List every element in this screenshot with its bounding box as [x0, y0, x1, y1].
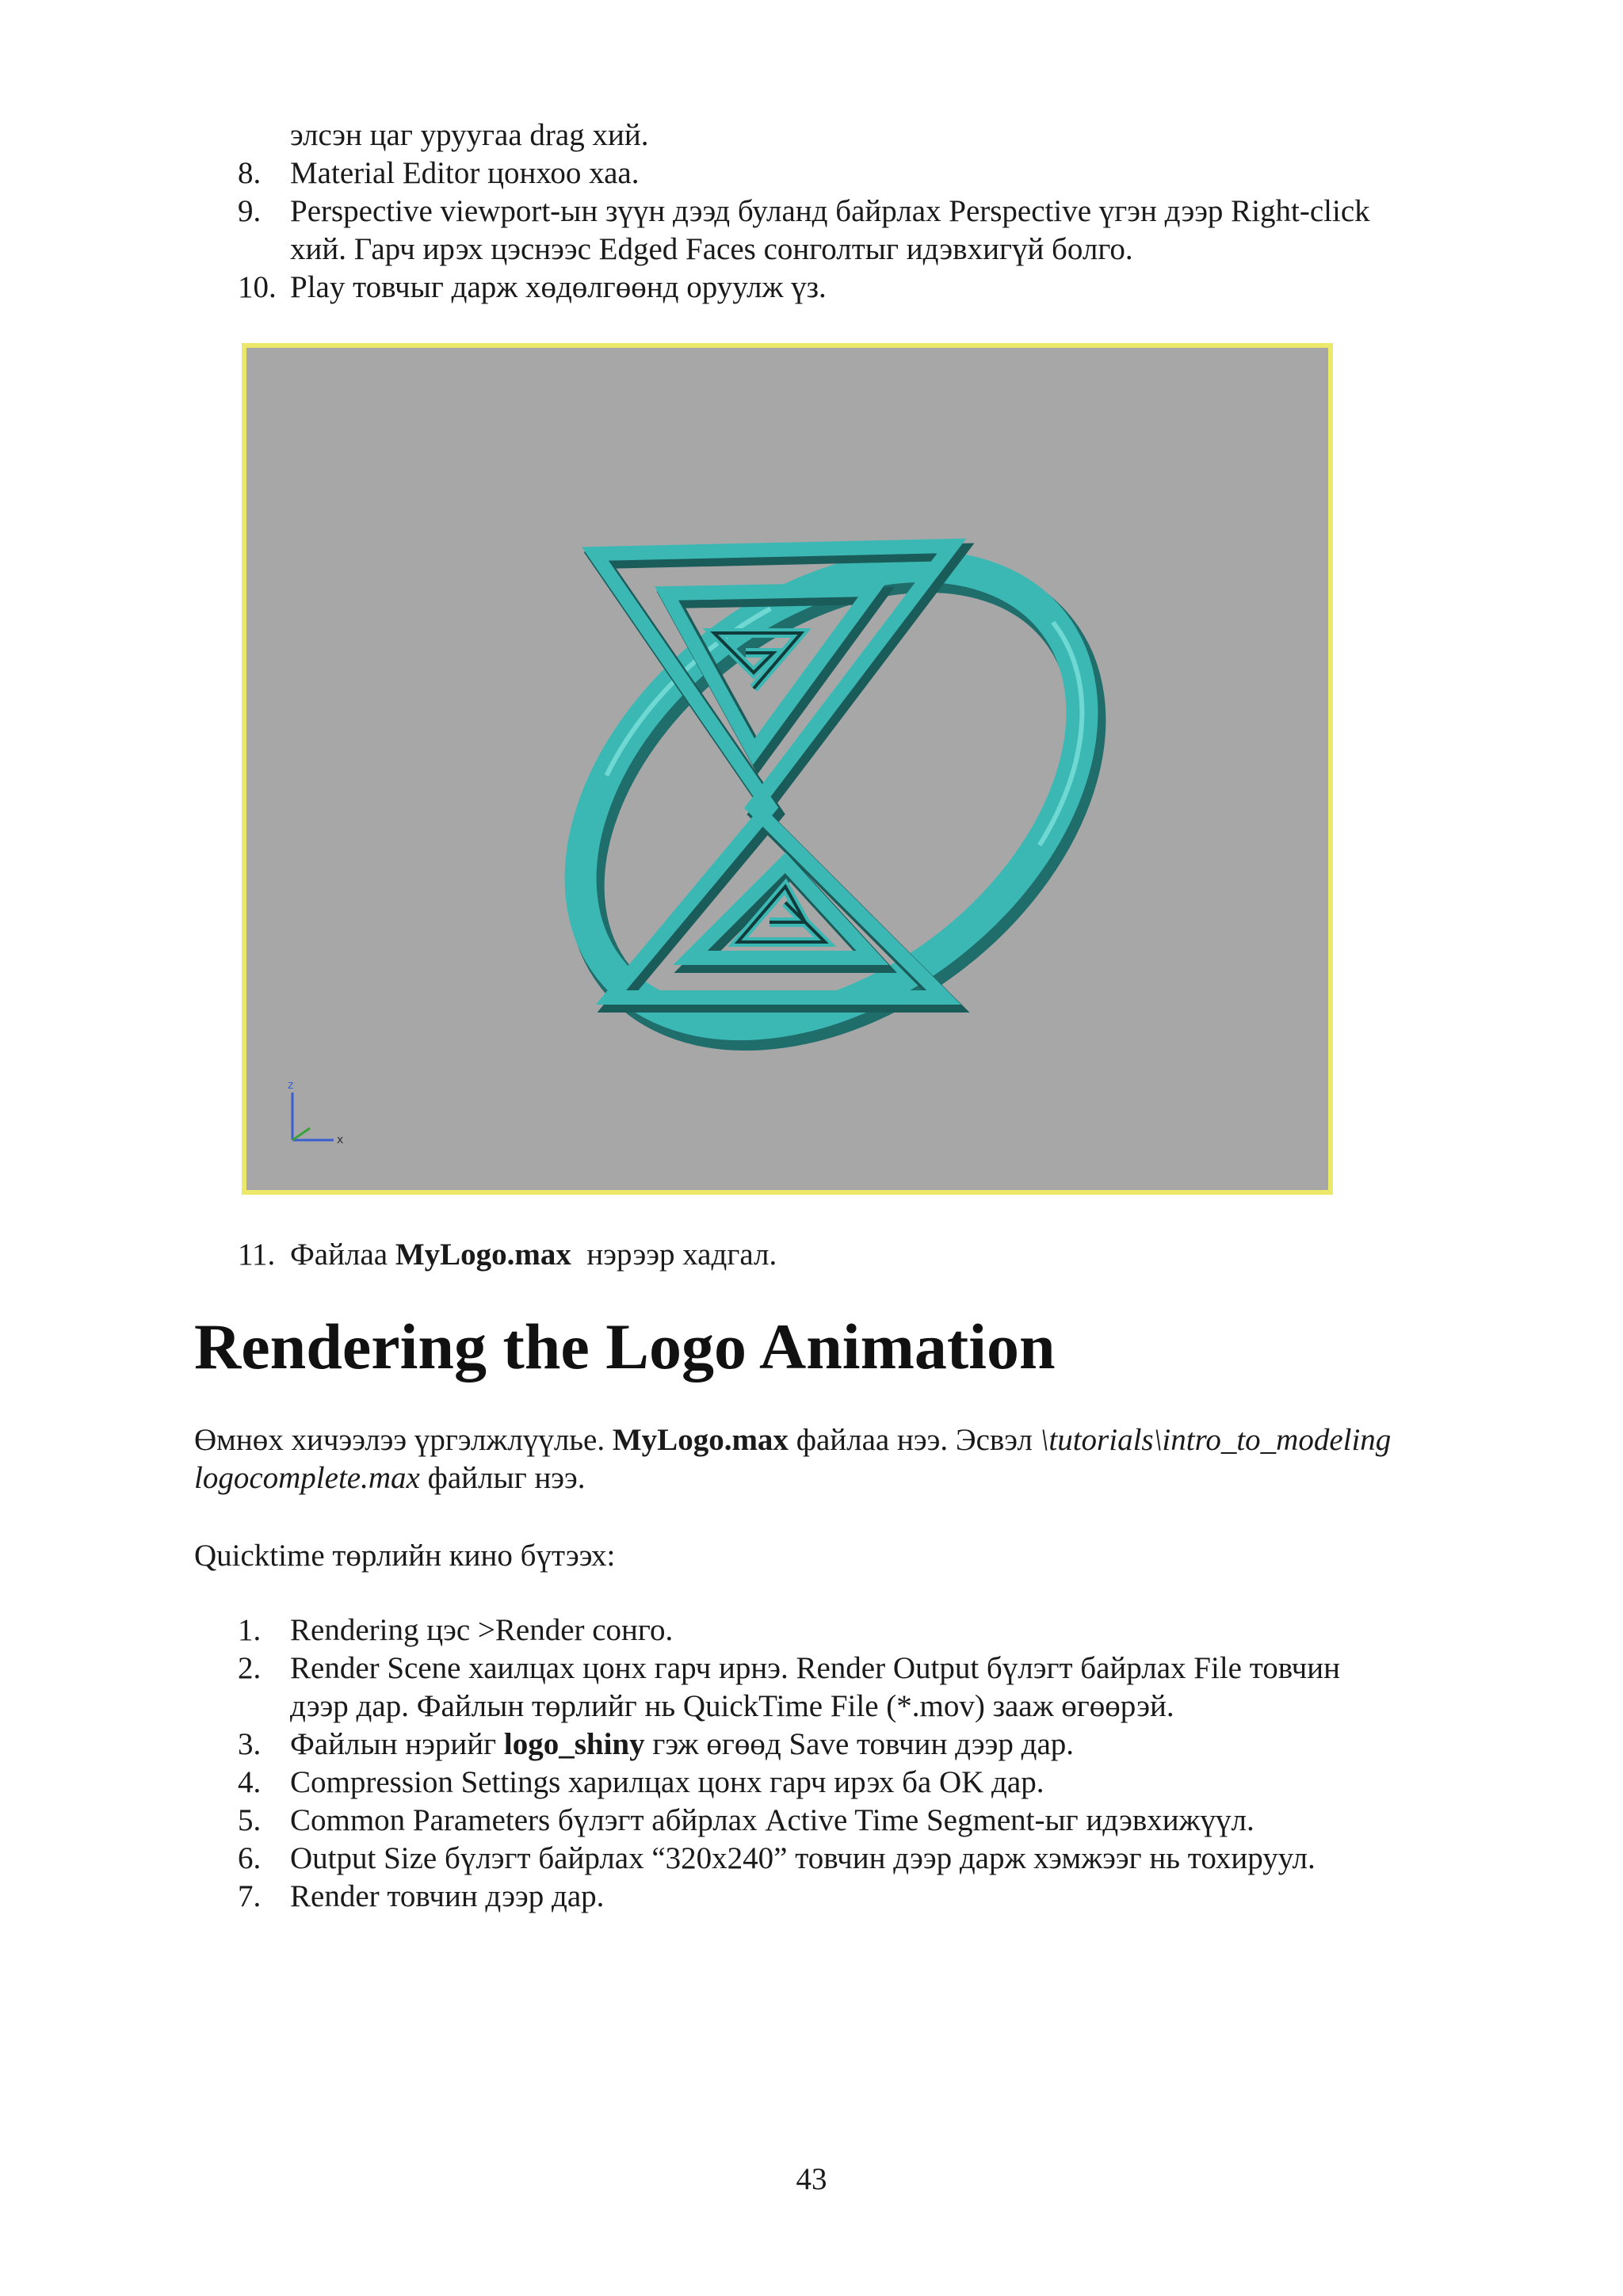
list-item-continuation: элсэн цаг уруугаа drag хий.	[290, 118, 649, 152]
list-item	[238, 1878, 1506, 1916]
list-item-number: 1.	[238, 1613, 262, 1647]
list-item-number: 6.	[238, 1841, 262, 1875]
axis-x-label: x	[337, 1134, 344, 1146]
list-item-prefix: Файлын нэрийг	[290, 1727, 497, 1761]
perspective-viewport-screenshot	[242, 343, 1333, 1195]
list-item	[238, 1802, 1506, 1840]
para1-part2: файлаа нээ. Эсвэл	[796, 1423, 1033, 1457]
list-item	[238, 1840, 1506, 1878]
axis-z-label: z	[288, 1079, 294, 1092]
list-item-number: 7.	[238, 1879, 262, 1913]
list-item-number: 3.	[238, 1727, 262, 1761]
instruction-list-bottom	[238, 1611, 1506, 1916]
list-item-bold-filename: logo_shiny	[503, 1727, 645, 1761]
list-item	[238, 1650, 1506, 1726]
list-item-number: 4.	[238, 1765, 262, 1799]
list-item	[238, 154, 1490, 193]
list-item-number: 11.	[238, 1238, 276, 1272]
list-item-suffix: гэж өгөөд Save товчин дээр дар.	[652, 1727, 1075, 1761]
list-item-text: Render товчин дээр дар.	[290, 1879, 605, 1913]
step11-prefix: Файлаа	[290, 1238, 388, 1272]
list-item	[238, 1611, 1506, 1650]
list-item	[238, 1726, 1506, 1764]
list-item-text: Rendering цэс >Render сонго.	[290, 1613, 674, 1647]
para1-part1: Өмнөх хичээлээ үргэлжлүүлье.	[194, 1423, 605, 1457]
quicktime-intro: Quicktime төрлийн кино бүтээх:	[194, 1539, 616, 1573]
list-item-text: Material Editor цонхоо хаа.	[290, 156, 640, 190]
axis-gizmo	[292, 1093, 334, 1140]
list-item-text: Perspective viewport-ын зүүн дээд буланд байрлах Perspective үгэн дээр Right-click	[290, 194, 1370, 228]
ring-shape	[492, 472, 1170, 1118]
section-heading: Rendering the Logo Animation	[194, 1310, 1056, 1383]
list-item-number: 5.	[238, 1803, 262, 1837]
step11-filename: MyLogo.max	[395, 1238, 571, 1272]
list-item-text-line2: хий. Гарч ирэх цэснээс Edged Faces сонголтыг идэвхигүй болго.	[290, 232, 1133, 266]
list-item-number: 8.	[238, 156, 262, 190]
page-number: 43	[796, 2162, 827, 2196]
list-item-number: 9.	[238, 194, 262, 228]
list-item	[238, 116, 1490, 154]
list-item-text: Play товчыг дарж хөдөлгөөнд оруулж үз.	[290, 270, 827, 304]
list-item-text-line2: дээр дар. Файлын төрлийг нь QuickTime File (*.mov) зааж өгөөрэй.	[290, 1689, 1174, 1723]
list-item-number: 10.	[238, 270, 277, 304]
list-item-text: Common Parameters бүлэгт абйрлах Active Time Segment-ыг идэвхижүүл.	[290, 1803, 1254, 1837]
list-item	[238, 269, 1490, 307]
logo-render-image	[246, 348, 1328, 1190]
list-item	[238, 1764, 1506, 1802]
step-11	[238, 1236, 777, 1274]
step11-suffix: нэрээр хадгал.	[586, 1238, 777, 1272]
list-item-text: Render Scene хаилцах цонх гарч ирнэ. Render Output бүлэгт байрлах File товчин	[290, 1651, 1341, 1685]
para1-path: \tutorials\intro_to_modeling	[1040, 1423, 1392, 1457]
intro-paragraph	[194, 1421, 1478, 1497]
para1-part3: файлыг нээ.	[427, 1461, 586, 1495]
instruction-list-top	[238, 116, 1490, 307]
para1-path2: logocomplete.max	[194, 1461, 420, 1495]
list-item-text: Output Size бүлэгт байрлах “320x240” товчин дээр дарж хэмжээг нь тохируул.	[290, 1841, 1316, 1875]
list-item	[238, 193, 1490, 269]
para1-filename: MyLogo.max	[612, 1423, 789, 1457]
list-item-text: Compression Settings харилцах цонх гарч ирэх ба OK дар.	[290, 1765, 1044, 1799]
list-item-number: 2.	[238, 1651, 262, 1685]
